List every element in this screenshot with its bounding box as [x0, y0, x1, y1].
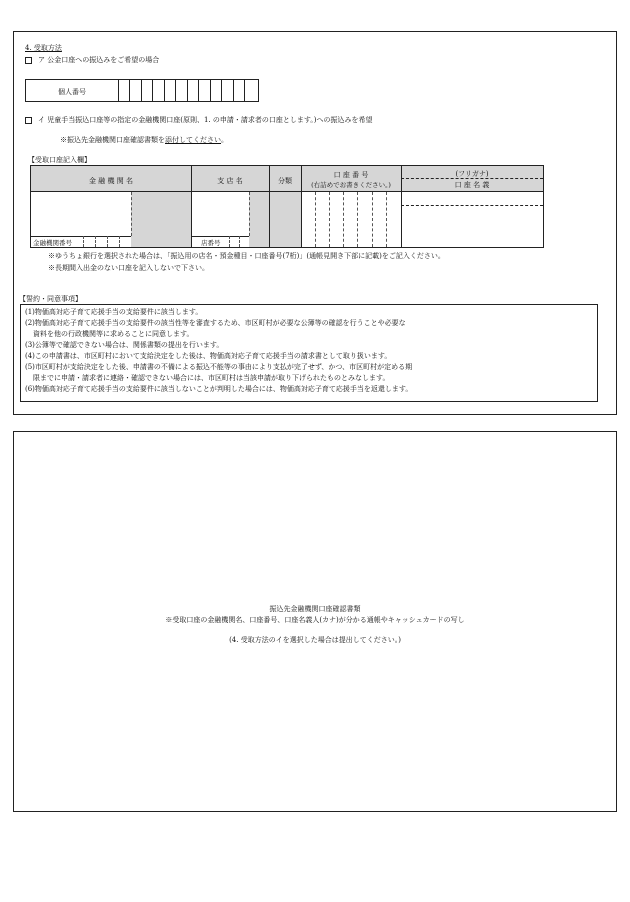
col-type-header: 分類 — [278, 177, 292, 185]
holder-name-input[interactable] — [402, 206, 542, 247]
pledge-item: (6)物価高対応子育て応援手当の支給要件に該当しないことが判明した場合には、物価高対応子育て応援手当を返還します。 — [25, 385, 413, 393]
pledge-item: (4)この申請書は、市区町村において支給決定をした後は、物価高対応子育て応援手当の請求書として取り扱います。 — [25, 352, 392, 360]
mynumber-label: 個人番号 — [58, 88, 86, 96]
account-table — [30, 165, 544, 248]
holder-kana-input[interactable] — [402, 192, 542, 205]
attach-note: ※振込先金融機関口座確認書類を添付してください。 — [60, 136, 228, 144]
option-i-label: イ 児童手当振込口座等の指定の金融機関口座(原則、1. の申請・請求者の口座とします。)への振込みを希望 — [38, 116, 373, 124]
pledge-item: (2)物価高対応子育て応援手当の支給要件の該当性等を審査するため、市区町村が必要な公簿等の確認を行うことや必要な — [25, 319, 406, 327]
col-kana-header: (フリガナ) — [455, 170, 489, 178]
mynumber-digit-input[interactable] — [119, 80, 258, 101]
col-branch-header: 支 店 名 — [217, 177, 243, 185]
attachment-title: 振込先金融機関口座確認書類 — [269, 605, 361, 613]
attachment-frame[interactable] — [13, 431, 617, 812]
account-note-2: ※長期間入出金のない口座を記入しないで下さい。 — [48, 264, 209, 272]
mynumber-box — [25, 79, 259, 102]
branch-name-input[interactable] — [192, 192, 248, 235]
option-a-row — [25, 55, 159, 65]
col-number-header: 口 座 番 号 — [333, 171, 369, 179]
attachment-note: (4. 受取方法のイを選択した場合は提出してください。) — [229, 636, 401, 644]
col-holder-header: 口 座 名 義 — [454, 181, 490, 189]
branch-code-label: 店番号 — [201, 239, 221, 247]
pledge-item: 限までに申請・請求者に連絡・確認できない場合には、市区町村は当該申請が取り下げられたものとみなします。 — [33, 374, 390, 382]
attachment-desc: ※受取口座の金融機関名、口座番号、口座名義人(カナ)が分かる通帳やキャッシュカードの写し — [165, 616, 465, 624]
pledge-item: (3)公簿等で確認できない場合は、関係書類の提出を行います。 — [25, 341, 224, 349]
pledge-item: (1)物価高対応子育て応援手当の支給要件に該当します。 — [25, 308, 203, 316]
option-a-checkbox[interactable] — [25, 57, 32, 64]
pledge-title: 【誓約・同意事項】 — [19, 295, 82, 303]
col-number-sub: (右詰めでお書きください。) — [311, 181, 391, 189]
bank-name-input[interactable] — [32, 192, 130, 235]
pledge-item: 資料を他の行政機関等に求めることに同意します。 — [33, 330, 194, 338]
account-note-1: ※ゆうちょ銀行を選択された場合は、「振込用の店名・預金種目・口座番号(7桁)」(通帳見開き下部に記載)をご記入ください。 — [48, 252, 445, 260]
col-bank-header: 金 融 機 関 名 — [89, 177, 133, 185]
account-number-input[interactable] — [302, 192, 400, 247]
section-heading: 4. 受取方法 — [25, 44, 62, 52]
account-form-title: 【受取口座記入欄】 — [28, 156, 91, 164]
pledge-item: (5)市区町村が支給決定をした後、申請書の不備による振込不能等の事由により支払が完了せず、かつ、市区町村が定める期 — [25, 363, 413, 371]
pledge-box — [20, 304, 598, 402]
option-i-checkbox[interactable] — [25, 117, 32, 124]
bank-code-label: 金融機関番号 — [33, 239, 72, 247]
option-a-label: ア 公金口座への振込みをご希望の場合 — [38, 56, 160, 64]
option-i-row — [25, 115, 373, 125]
